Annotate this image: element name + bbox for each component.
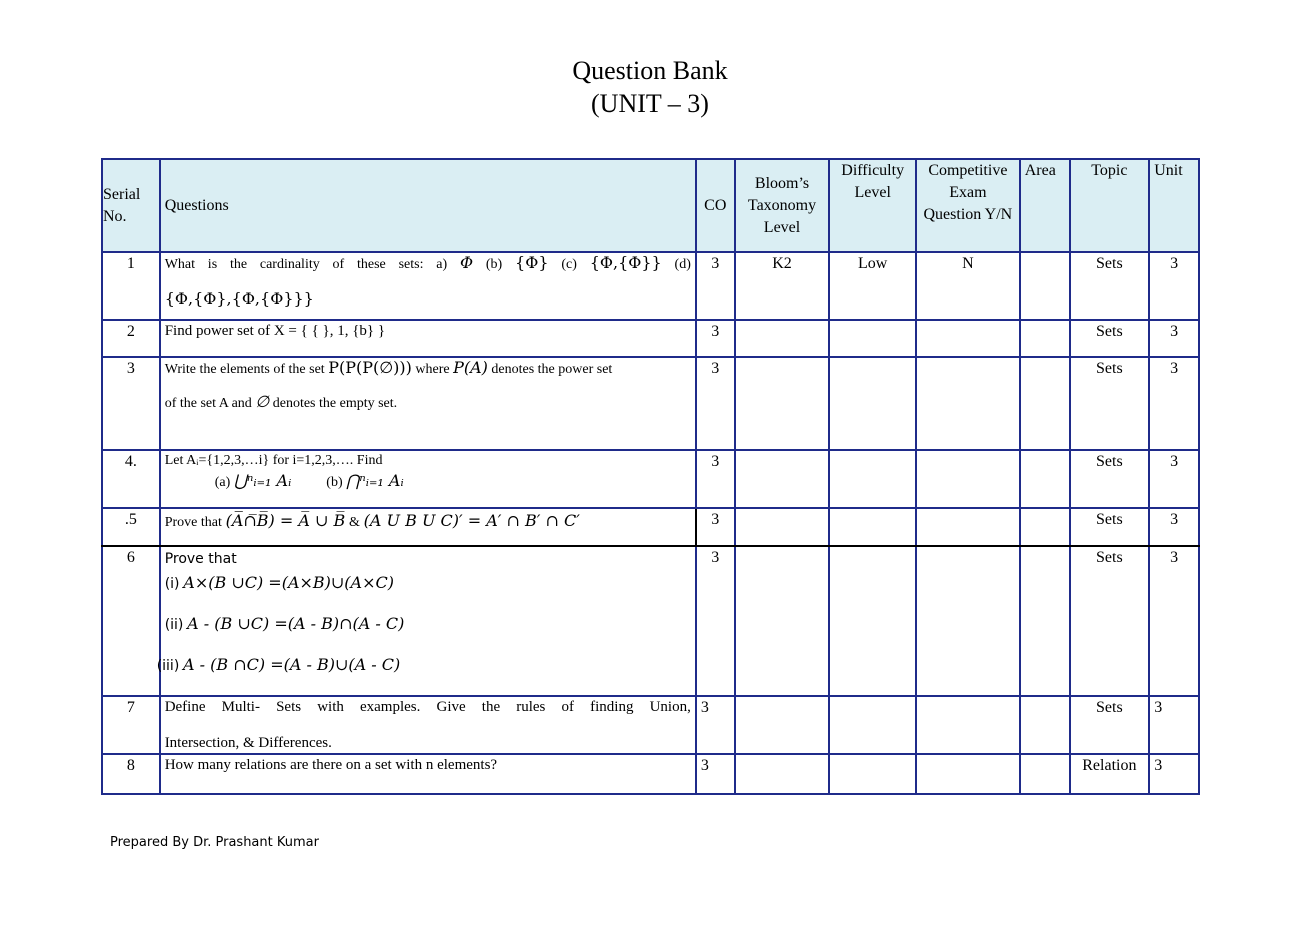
cell-co: 3: [696, 546, 735, 696]
cell-competitive: N: [916, 252, 1020, 320]
cell-bloom: [735, 450, 830, 508]
cell-difficulty: [829, 754, 916, 794]
cell-difficulty: [829, 357, 916, 450]
cell-unit: 3: [1149, 357, 1199, 450]
cell-unit: 3: [1149, 546, 1199, 696]
cell-competitive: [916, 450, 1020, 508]
header-competitive: Competitive Exam Question Y/N: [916, 159, 1020, 252]
header-difficulty: Difficulty Level: [829, 159, 916, 252]
cell-bloom: [735, 320, 830, 357]
table-row: [102, 320, 1199, 357]
cell-serial: 7: [102, 696, 160, 754]
cell-topic: Sets: [1070, 696, 1150, 754]
cell-bloom: [735, 357, 830, 450]
cell-bloom: [735, 696, 830, 754]
table-row: [102, 450, 1199, 508]
cell-co: 3: [696, 357, 735, 450]
cell-question: How many relations are there on a set with n elements?: [160, 754, 696, 794]
cell-unit: 3: [1149, 252, 1199, 320]
cell-serial: .5: [102, 508, 160, 546]
cell-area: [1020, 754, 1070, 794]
cell-topic: Sets: [1070, 252, 1150, 320]
cell-unit: 3: [1149, 754, 1199, 794]
table-row: [102, 508, 1199, 546]
cell-co: 3: [696, 252, 735, 320]
cell-topic: Relation: [1070, 754, 1150, 794]
table-header-row: [102, 159, 1199, 252]
cell-competitive: [916, 696, 1020, 754]
cell-competitive: [916, 508, 1020, 546]
header-questions: Questions: [160, 159, 696, 252]
cell-bloom: [735, 754, 830, 794]
prepared-by-footer: Prepared By Dr. Prashant Kumar: [110, 835, 319, 850]
header-topic: Topic: [1070, 159, 1150, 252]
cell-topic: Sets: [1070, 320, 1150, 357]
cell-competitive: [916, 754, 1020, 794]
header-unit: Unit: [1149, 159, 1199, 252]
cell-bloom: [735, 546, 830, 696]
cell-unit: 3: [1149, 320, 1199, 357]
cell-question: Prove that (i) A×(B ∪C) =(A×B)∪(A×C) (ii) A - (B ∪C) =(A - B)∩(A - C) (iii) A - (B ∩C) =(A - B)∪(A - C): [160, 546, 696, 696]
cell-topic: Sets: [1070, 546, 1150, 696]
cell-competitive: [916, 320, 1020, 357]
cell-bloom: [735, 508, 830, 546]
cell-area: [1020, 546, 1070, 696]
cell-difficulty: [829, 508, 916, 546]
cell-topic: Sets: [1070, 508, 1150, 546]
cell-difficulty: [829, 450, 916, 508]
cell-area: [1020, 357, 1070, 450]
header-co: CO: [696, 159, 735, 252]
cell-serial: 8: [102, 754, 160, 794]
cell-co: 3: [696, 320, 735, 357]
cell-difficulty: [829, 696, 916, 754]
cell-area: [1020, 450, 1070, 508]
table-row: [102, 696, 1199, 754]
cell-competitive: [916, 357, 1020, 450]
cell-co: 3: [696, 754, 735, 794]
cell-question: Let Aᵢ={1,2,3,…i} for i=1,2,3,…. Find (a) ⋃ⁿᵢ₌₁ Aᵢ (b) ⋂ⁿᵢ₌₁ Aᵢ: [160, 450, 696, 508]
header-serial: Serial No.: [102, 159, 160, 252]
cell-question: Define Multi- Sets with examples. Give the rules of finding Union, Intersection, & Differences.: [160, 696, 696, 754]
cell-topic: Sets: [1070, 450, 1150, 508]
cell-difficulty: [829, 546, 916, 696]
cell-question: Prove that (A̅̅∩̅B̅) = A̅ ∪ B̅ & (A U B U C)′ = A′ ∩ B′ ∩ C′: [160, 508, 696, 546]
page-subtitle: (UNIT – 3): [591, 89, 709, 118]
cell-serial: 3: [102, 357, 160, 450]
page-title: Question Bank: [572, 56, 728, 85]
cell-question: Find power set of X = { { }, 1, {b} }: [160, 320, 696, 357]
cell-area: [1020, 252, 1070, 320]
cell-area: [1020, 320, 1070, 357]
cell-co: 3: [696, 508, 735, 546]
cell-difficulty: [829, 320, 916, 357]
cell-topic: Sets: [1070, 357, 1150, 450]
cell-bloom: K2: [735, 252, 830, 320]
cell-serial: 4.: [102, 450, 160, 508]
cell-serial: 6: [102, 546, 160, 696]
cell-unit: 3: [1149, 696, 1199, 754]
question-table: [101, 158, 1200, 795]
cell-competitive: [916, 546, 1020, 696]
table-row: [102, 546, 1199, 696]
cell-area: [1020, 508, 1070, 546]
cell-area: [1020, 696, 1070, 754]
cell-question: What is the cardinality of these sets: a) Φ (b) {Φ} (c) {Φ,{Φ}} (d) {Φ,{Φ},{Φ,{Φ}}}: [160, 252, 696, 320]
cell-serial: 1: [102, 252, 160, 320]
cell-unit: 3: [1149, 450, 1199, 508]
header-bloom: Bloom’s Taxonomy Level: [735, 159, 830, 252]
table-row: [102, 754, 1199, 794]
cell-serial: 2: [102, 320, 160, 357]
cell-difficulty: Low: [829, 252, 916, 320]
header-area: Area: [1020, 159, 1070, 252]
cell-co: 3: [696, 450, 735, 508]
table-row: [102, 357, 1199, 450]
cell-question: Write the elements of the set P(P(P(∅))) where P(A) denotes the power set of the set A and ∅ denotes the empty set.: [160, 357, 696, 450]
cell-unit: 3: [1149, 508, 1199, 546]
cell-co: 3: [696, 696, 735, 754]
table-row: [102, 252, 1199, 320]
